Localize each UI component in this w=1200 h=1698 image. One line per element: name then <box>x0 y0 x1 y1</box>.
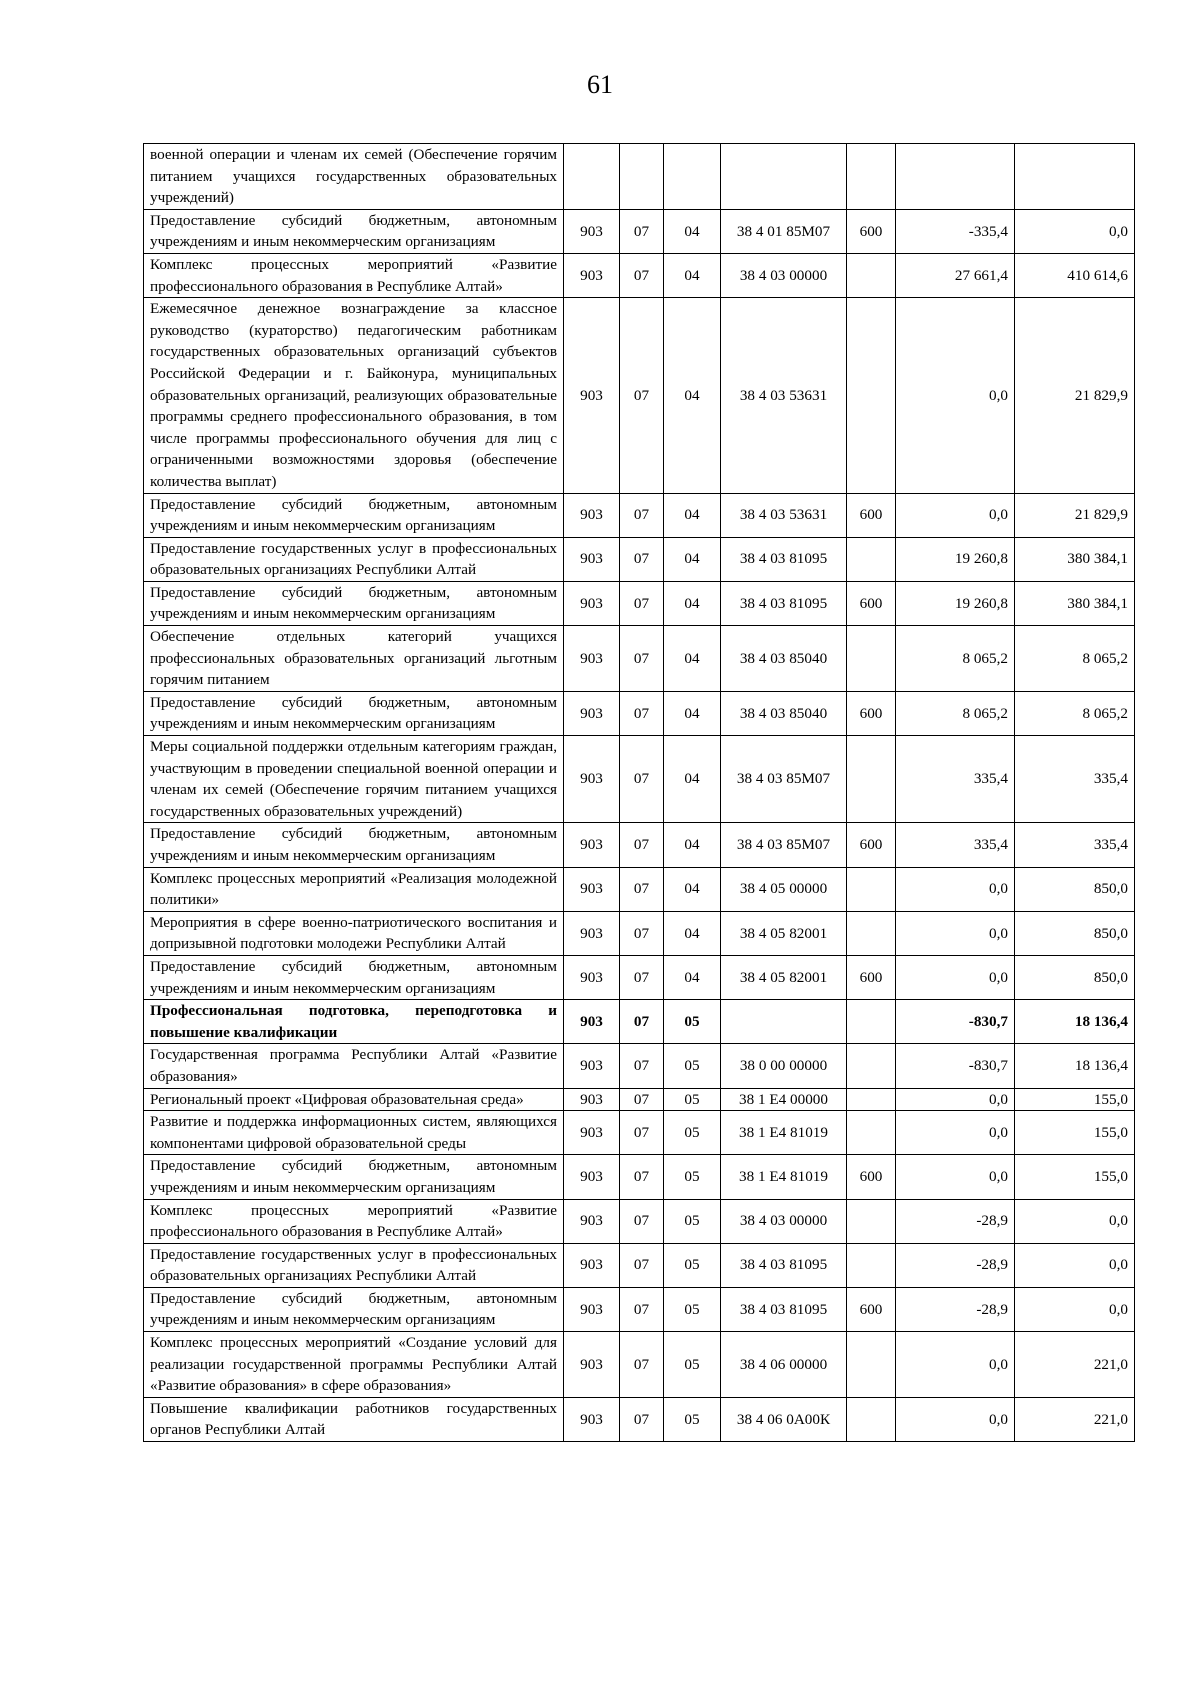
section-code-cell: 07 <box>620 1243 664 1287</box>
row-name-cell: Комплекс процессных мероприятий «Развитие профессионального образования в Республике Алтай» <box>144 253 564 297</box>
ministry-code-cell: 903 <box>564 1088 620 1111</box>
amount-2-cell: 21 829,9 <box>1015 493 1135 537</box>
amount-1-cell: 8 065,2 <box>896 626 1015 692</box>
row-name-cell: Ежемесячное денежное вознаграждение за классное руководство (кураторство) педагогическим работникам государственных образовательных организаций субъектов Российской Федерации и г. Байконура, муниципальных образовательных организаций, реализующих образовательные программы среднего профессионального образования, в том числе программы профессионального обучения для лиц с ограниченными возможностями здоровья (обеспечение количества выплат) <box>144 298 564 493</box>
subsection-code-cell: 04 <box>664 736 721 823</box>
table-row <box>144 1243 1135 1287</box>
table-row <box>144 626 1135 692</box>
subsection-code-cell: 05 <box>664 1000 721 1044</box>
expense-type-cell <box>847 298 896 493</box>
amount-1-cell: -28,9 <box>896 1199 1015 1243</box>
subsection-code-cell: 04 <box>664 537 721 581</box>
ministry-code-cell: 903 <box>564 1000 620 1044</box>
table-row <box>144 1111 1135 1155</box>
row-name-cell: Предоставление субсидий бюджетным, автономным учреждениям и иным некоммерческим организациям <box>144 209 564 253</box>
ministry-code-cell: 903 <box>564 1243 620 1287</box>
expense-type-cell <box>847 867 896 911</box>
amount-2-cell: 0,0 <box>1015 1199 1135 1243</box>
row-name-cell: Предоставление субсидий бюджетным, автономным учреждениям и иным некоммерческим организациям <box>144 691 564 735</box>
expense-type-cell: 600 <box>847 1155 896 1199</box>
table-row <box>144 298 1135 493</box>
subsection-code-cell: 05 <box>664 1111 721 1155</box>
amount-1-cell: 0,0 <box>896 911 1015 955</box>
expense-type-cell <box>847 1000 896 1044</box>
expense-type-cell <box>847 1111 896 1155</box>
subsection-code-cell: 04 <box>664 867 721 911</box>
amount-2-cell: 18 136,4 <box>1015 1000 1135 1044</box>
target-article-cell: 38 4 03 00000 <box>721 253 847 297</box>
section-code-cell <box>620 144 664 210</box>
amount-1-cell: 0,0 <box>896 867 1015 911</box>
ministry-code-cell: 903 <box>564 626 620 692</box>
subsection-code-cell: 05 <box>664 1332 721 1398</box>
amount-1-cell: 8 065,2 <box>896 691 1015 735</box>
target-article-cell: 38 4 05 00000 <box>721 867 847 911</box>
target-article-cell: 38 4 05 82001 <box>721 911 847 955</box>
section-code-cell: 07 <box>620 253 664 297</box>
subsection-code-cell: 04 <box>664 493 721 537</box>
ministry-code-cell: 903 <box>564 581 620 625</box>
amount-1-cell: 19 260,8 <box>896 537 1015 581</box>
table-row <box>144 581 1135 625</box>
amount-1-cell: -28,9 <box>896 1287 1015 1331</box>
subsection-code-cell: 05 <box>664 1287 721 1331</box>
row-name-cell: Меры социальной поддержки отдельным категориям граждан, участвующим в проведении специальной военной операции и членам их семей (Обеспечение горячим питанием учащихся государственных образовательных учреждений) <box>144 736 564 823</box>
section-code-cell: 07 <box>620 298 664 493</box>
ministry-code-cell: 903 <box>564 298 620 493</box>
subsection-code-cell: 04 <box>664 581 721 625</box>
expense-type-cell <box>847 1397 896 1441</box>
target-article-cell: 38 4 03 81095 <box>721 1243 847 1287</box>
amount-1-cell: -335,4 <box>896 209 1015 253</box>
target-article-cell: 38 4 06 0А00К <box>721 1397 847 1441</box>
row-name-cell: Региональный проект «Цифровая образовательная среда» <box>144 1088 564 1111</box>
amount-1-cell: 19 260,8 <box>896 581 1015 625</box>
table-row <box>144 1397 1135 1441</box>
amount-2-cell: 335,4 <box>1015 823 1135 867</box>
section-code-cell: 07 <box>620 955 664 999</box>
table-row <box>144 1287 1135 1331</box>
ministry-code-cell: 903 <box>564 1044 620 1088</box>
amount-2-cell: 0,0 <box>1015 1287 1135 1331</box>
expense-type-cell <box>847 626 896 692</box>
table-row <box>144 1088 1135 1111</box>
amount-1-cell: 335,4 <box>896 823 1015 867</box>
table-row <box>144 1332 1135 1398</box>
row-name-cell: Повышение квалификации работников государственных органов Республики Алтай <box>144 1397 564 1441</box>
section-code-cell: 07 <box>620 1088 664 1111</box>
ministry-code-cell: 903 <box>564 1287 620 1331</box>
row-name-cell: Предоставление государственных услуг в профессиональных образовательных организациях Республики Алтай <box>144 1243 564 1287</box>
target-article-cell: 38 4 03 85040 <box>721 691 847 735</box>
row-name-cell: Предоставление государственных услуг в профессиональных образовательных организациях Республики Алтай <box>144 537 564 581</box>
amount-2-cell: 850,0 <box>1015 867 1135 911</box>
expense-type-cell <box>847 253 896 297</box>
table-row <box>144 209 1135 253</box>
row-name-cell: Обеспечение отдельных категорий учащихся профессиональных образовательных организаций льготным горячим питанием <box>144 626 564 692</box>
section-code-cell: 07 <box>620 1332 664 1398</box>
section-code-cell: 07 <box>620 1111 664 1155</box>
target-article-cell: 38 0 00 00000 <box>721 1044 847 1088</box>
ministry-code-cell: 903 <box>564 1397 620 1441</box>
amount-2-cell: 0,0 <box>1015 1243 1135 1287</box>
amount-1-cell: 0,0 <box>896 955 1015 999</box>
table-row <box>144 823 1135 867</box>
section-code-cell: 07 <box>620 1199 664 1243</box>
ministry-code-cell: 903 <box>564 955 620 999</box>
target-article-cell: 38 4 03 81095 <box>721 1287 847 1331</box>
subsection-code-cell: 04 <box>664 298 721 493</box>
expense-type-cell: 600 <box>847 581 896 625</box>
amount-2-cell: 8 065,2 <box>1015 626 1135 692</box>
ministry-code-cell: 903 <box>564 1111 620 1155</box>
table-row <box>144 253 1135 297</box>
table-row <box>144 955 1135 999</box>
amount-2-cell: 221,0 <box>1015 1332 1135 1398</box>
expense-type-cell: 600 <box>847 955 896 999</box>
row-name-cell: Профессиональная подготовка, переподготовка и повышение квалификации <box>144 1000 564 1044</box>
section-code-cell: 07 <box>620 823 664 867</box>
section-code-cell: 07 <box>620 1287 664 1331</box>
table-row <box>144 691 1135 735</box>
amount-1-cell: 0,0 <box>896 1111 1015 1155</box>
subsection-code-cell <box>664 144 721 210</box>
amount-1-cell: -830,7 <box>896 1044 1015 1088</box>
subsection-code-cell: 04 <box>664 253 721 297</box>
amount-2-cell <box>1015 144 1135 210</box>
subsection-code-cell: 04 <box>664 626 721 692</box>
table-row <box>144 1044 1135 1088</box>
expense-type-cell <box>847 1243 896 1287</box>
subsection-code-cell: 05 <box>664 1044 721 1088</box>
section-code-cell: 07 <box>620 1000 664 1044</box>
section-code-cell: 07 <box>620 867 664 911</box>
subsection-code-cell: 04 <box>664 955 721 999</box>
section-code-cell: 07 <box>620 493 664 537</box>
amount-2-cell: 380 384,1 <box>1015 581 1135 625</box>
expense-type-cell: 600 <box>847 823 896 867</box>
expense-type-cell <box>847 736 896 823</box>
row-name-cell: Предоставление субсидий бюджетным, автономным учреждениям и иным некоммерческим организациям <box>144 493 564 537</box>
target-article-cell <box>721 144 847 210</box>
row-name-cell: Государственная программа Республики Алтай «Развитие образования» <box>144 1044 564 1088</box>
amount-1-cell <box>896 144 1015 210</box>
subsection-code-cell: 04 <box>664 823 721 867</box>
amount-2-cell: 155,0 <box>1015 1155 1135 1199</box>
amount-1-cell: 0,0 <box>896 298 1015 493</box>
budget-table-body <box>144 144 1135 1442</box>
ministry-code-cell: 903 <box>564 1199 620 1243</box>
target-article-cell: 38 4 06 00000 <box>721 1332 847 1398</box>
table-row <box>144 867 1135 911</box>
subsection-code-cell: 04 <box>664 691 721 735</box>
section-code-cell: 07 <box>620 736 664 823</box>
expense-type-cell <box>847 1332 896 1398</box>
amount-2-cell: 155,0 <box>1015 1088 1135 1111</box>
target-article-cell: 38 4 03 53631 <box>721 298 847 493</box>
row-name-cell: Предоставление субсидий бюджетным, автономным учреждениям и иным некоммерческим организациям <box>144 1155 564 1199</box>
target-article-cell: 38 4 03 85040 <box>721 626 847 692</box>
table-row <box>144 911 1135 955</box>
expense-type-cell: 600 <box>847 493 896 537</box>
row-name-cell: Предоставление субсидий бюджетным, автономным учреждениям и иным некоммерческим организациям <box>144 955 564 999</box>
section-code-cell: 07 <box>620 581 664 625</box>
amount-2-cell: 0,0 <box>1015 209 1135 253</box>
ministry-code-cell <box>564 144 620 210</box>
row-name-cell: Предоставление субсидий бюджетным, автономным учреждениям и иным некоммерческим организациям <box>144 823 564 867</box>
amount-1-cell: 0,0 <box>896 1155 1015 1199</box>
section-code-cell: 07 <box>620 1044 664 1088</box>
amount-1-cell: 27 661,4 <box>896 253 1015 297</box>
table-row <box>144 1000 1135 1044</box>
amount-1-cell: 0,0 <box>896 1397 1015 1441</box>
amount-1-cell: 0,0 <box>896 1332 1015 1398</box>
ministry-code-cell: 903 <box>564 1332 620 1398</box>
subsection-code-cell: 05 <box>664 1155 721 1199</box>
section-code-cell: 07 <box>620 1155 664 1199</box>
amount-2-cell: 410 614,6 <box>1015 253 1135 297</box>
amount-2-cell: 155,0 <box>1015 1111 1135 1155</box>
subsection-code-cell: 05 <box>664 1088 721 1111</box>
subsection-code-cell: 05 <box>664 1199 721 1243</box>
section-code-cell: 07 <box>620 1397 664 1441</box>
amount-1-cell: -28,9 <box>896 1243 1015 1287</box>
ministry-code-cell: 903 <box>564 691 620 735</box>
amount-2-cell: 850,0 <box>1015 911 1135 955</box>
subsection-code-cell: 04 <box>664 911 721 955</box>
table-row <box>144 144 1135 210</box>
table-row <box>144 1155 1135 1199</box>
amount-1-cell: 335,4 <box>896 736 1015 823</box>
ministry-code-cell: 903 <box>564 736 620 823</box>
ministry-code-cell: 903 <box>564 911 620 955</box>
ministry-code-cell: 903 <box>564 493 620 537</box>
target-article-cell: 38 4 03 81095 <box>721 537 847 581</box>
expense-type-cell: 600 <box>847 209 896 253</box>
amount-2-cell: 335,4 <box>1015 736 1135 823</box>
amount-1-cell: 0,0 <box>896 1088 1015 1111</box>
row-name-cell: Предоставление субсидий бюджетным, автономным учреждениям и иным некоммерческим организациям <box>144 581 564 625</box>
amount-1-cell: -830,7 <box>896 1000 1015 1044</box>
row-name-cell: Мероприятия в сфере военно-патриотического воспитания и допризывной подготовки молодежи Республики Алтай <box>144 911 564 955</box>
target-article-cell: 38 1 Е4 81019 <box>721 1155 847 1199</box>
amount-2-cell: 8 065,2 <box>1015 691 1135 735</box>
expense-type-cell <box>847 1199 896 1243</box>
table-row <box>144 493 1135 537</box>
target-article-cell: 38 4 03 85М07 <box>721 823 847 867</box>
table-row <box>144 1199 1135 1243</box>
amount-2-cell: 221,0 <box>1015 1397 1135 1441</box>
ministry-code-cell: 903 <box>564 823 620 867</box>
expense-type-cell <box>847 537 896 581</box>
expense-type-cell: 600 <box>847 691 896 735</box>
table-row <box>144 736 1135 823</box>
target-article-cell: 38 1 Е4 00000 <box>721 1088 847 1111</box>
target-article-cell: 38 4 03 81095 <box>721 581 847 625</box>
row-name-cell: Развитие и поддержка информационных систем, являющихся компонентами цифровой образовательной среды <box>144 1111 564 1155</box>
row-name-cell: Комплекс процессных мероприятий «Создание условий для реализации государственной программы Республики Алтай «Развитие образования» в сфере образования» <box>144 1332 564 1398</box>
section-code-cell: 07 <box>620 209 664 253</box>
row-name-cell: военной операции и членам их семей (Обеспечение горячим питанием учащихся государственных образовательных учреждений) <box>144 144 564 210</box>
row-name-cell: Предоставление субсидий бюджетным, автономным учреждениям и иным некоммерческим организациям <box>144 1287 564 1331</box>
expense-type-cell <box>847 911 896 955</box>
target-article-cell: 38 4 03 53631 <box>721 493 847 537</box>
subsection-code-cell: 05 <box>664 1243 721 1287</box>
ministry-code-cell: 903 <box>564 253 620 297</box>
budget-table <box>143 143 1135 1442</box>
expense-type-cell <box>847 1088 896 1111</box>
section-code-cell: 07 <box>620 911 664 955</box>
target-article-cell: 38 4 01 85М07 <box>721 209 847 253</box>
page-number: 61 <box>587 70 613 99</box>
target-article-cell: 38 4 03 00000 <box>721 1199 847 1243</box>
section-code-cell: 07 <box>620 537 664 581</box>
amount-2-cell: 18 136,4 <box>1015 1044 1135 1088</box>
amount-2-cell: 850,0 <box>1015 955 1135 999</box>
amount-1-cell: 0,0 <box>896 493 1015 537</box>
target-article-cell: 38 4 03 85М07 <box>721 736 847 823</box>
expense-type-cell: 600 <box>847 1287 896 1331</box>
expense-type-cell <box>847 144 896 210</box>
table-row <box>144 537 1135 581</box>
row-name-cell: Комплекс процессных мероприятий «Развитие профессионального образования в Республике Алтай» <box>144 1199 564 1243</box>
subsection-code-cell: 04 <box>664 209 721 253</box>
row-name-cell: Комплекс процессных мероприятий «Реализация молодежной политики» <box>144 867 564 911</box>
section-code-cell: 07 <box>620 626 664 692</box>
ministry-code-cell: 903 <box>564 1155 620 1199</box>
expense-type-cell <box>847 1044 896 1088</box>
ministry-code-cell: 903 <box>564 209 620 253</box>
ministry-code-cell: 903 <box>564 867 620 911</box>
subsection-code-cell: 05 <box>664 1397 721 1441</box>
target-article-cell <box>721 1000 847 1044</box>
amount-2-cell: 21 829,9 <box>1015 298 1135 493</box>
target-article-cell: 38 1 Е4 81019 <box>721 1111 847 1155</box>
amount-2-cell: 380 384,1 <box>1015 537 1135 581</box>
section-code-cell: 07 <box>620 691 664 735</box>
ministry-code-cell: 903 <box>564 537 620 581</box>
target-article-cell: 38 4 05 82001 <box>721 955 847 999</box>
